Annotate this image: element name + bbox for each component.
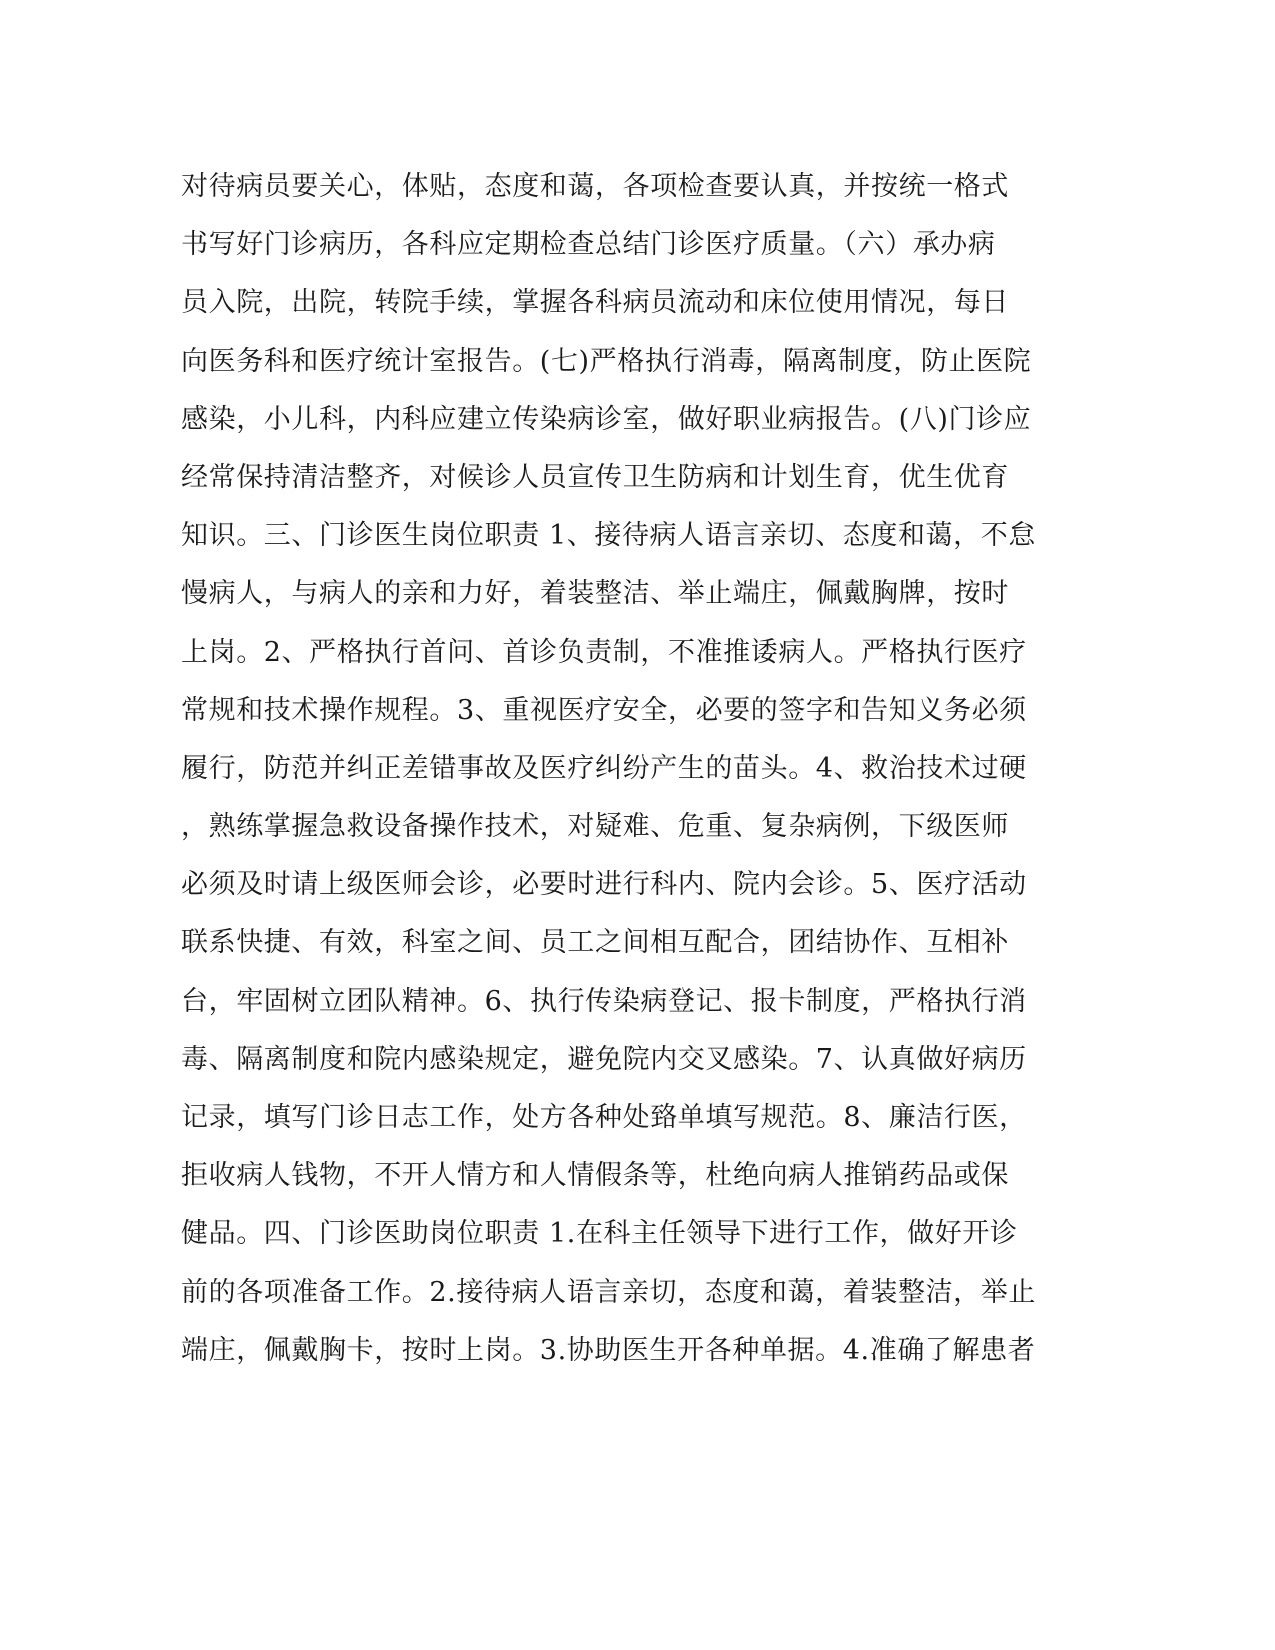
- text-line: 向医务科和医疗统计室报告。(七)严格执行消毒，隔离制度，防止医院: [181, 345, 1032, 377]
- text-line: 履行，防范并纠正差错事故及医疗纠纷产生的苗头。4、救治技术过硬: [181, 752, 1027, 784]
- text-line: 拒收病人钱物，不开人情方和人情假条等，杜绝向病人推销药品或保: [181, 1160, 1009, 1192]
- text-line: 员入院，出院，转院手续，掌握各科病员流动和床位使用情况，每日: [181, 287, 1009, 319]
- text-line: 记录，填写门诊日志工作，处方各种处臵单填写规范。8、廉洁行医，: [181, 1102, 1027, 1133]
- text-line: 对待病员要关心，体贴，态度和蔼，各项检查要认真，并按统一格式: [181, 171, 1009, 202]
- text-line: 上岗。2、严格执行首问、首诊负责制，不准推诿病人。严格执行医疗: [181, 636, 1027, 668]
- text-line: 前的各项准备工作。2.接待病人语言亲切，态度和蔼，着装整洁，举止: [181, 1276, 1036, 1308]
- text-line: 书写好门诊病历，各科应定期检查总结门诊医疗质量。（六）承办病: [181, 229, 996, 261]
- text-line: 联系快捷、有效，科室之间、员工之间相互配合，团结协作、互相补: [181, 927, 1009, 959]
- text-line: ，熟练掌握急救设备操作技术，对疑难、危重、复杂病例，下级医师: [181, 811, 1009, 843]
- text-line: 必须及时请上级医师会诊，必要时进行科内、院内会诊。5、医疗活动: [181, 869, 1027, 901]
- text-line: 毒、隔离制度和院内感染规定，避免院内交叉感染。7、认真做好病历: [181, 1043, 1027, 1075]
- text-line: 端庄，佩戴胸卡，按时上岗。3.协助医生开各种单据。4.准确了解患者: [181, 1334, 1036, 1366]
- text-line: 经常保持清洁整齐，对候诊人员宣传卫生防病和计划生育，优生优育: [181, 461, 1009, 493]
- text-line: 台，牢固树立团队精神。6、执行传染病登记、报卡制度，严格执行消: [181, 985, 1027, 1017]
- text-line: 知识。三、门诊医生岗位职责 1、接待病人语言亲切、态度和蔼，不怠: [181, 520, 1036, 552]
- text-line: 慢病人，与病人的亲和力好，着装整洁、举止端庄，佩戴胸牌，按时: [181, 578, 1009, 610]
- text-line: 健品。四、门诊医助岗位职责 1.在科主任领导下进行工作，做好开诊: [181, 1218, 1018, 1250]
- text-line: 常规和技术操作规程。3、重视医疗安全，必要的签字和告知义务必须: [181, 694, 1027, 726]
- body-text: [181, 158, 1061, 1380]
- text-line: 感染，小儿科，内科应建立传染病诊室，做好职业病报告。(八)门诊应: [181, 403, 1032, 435]
